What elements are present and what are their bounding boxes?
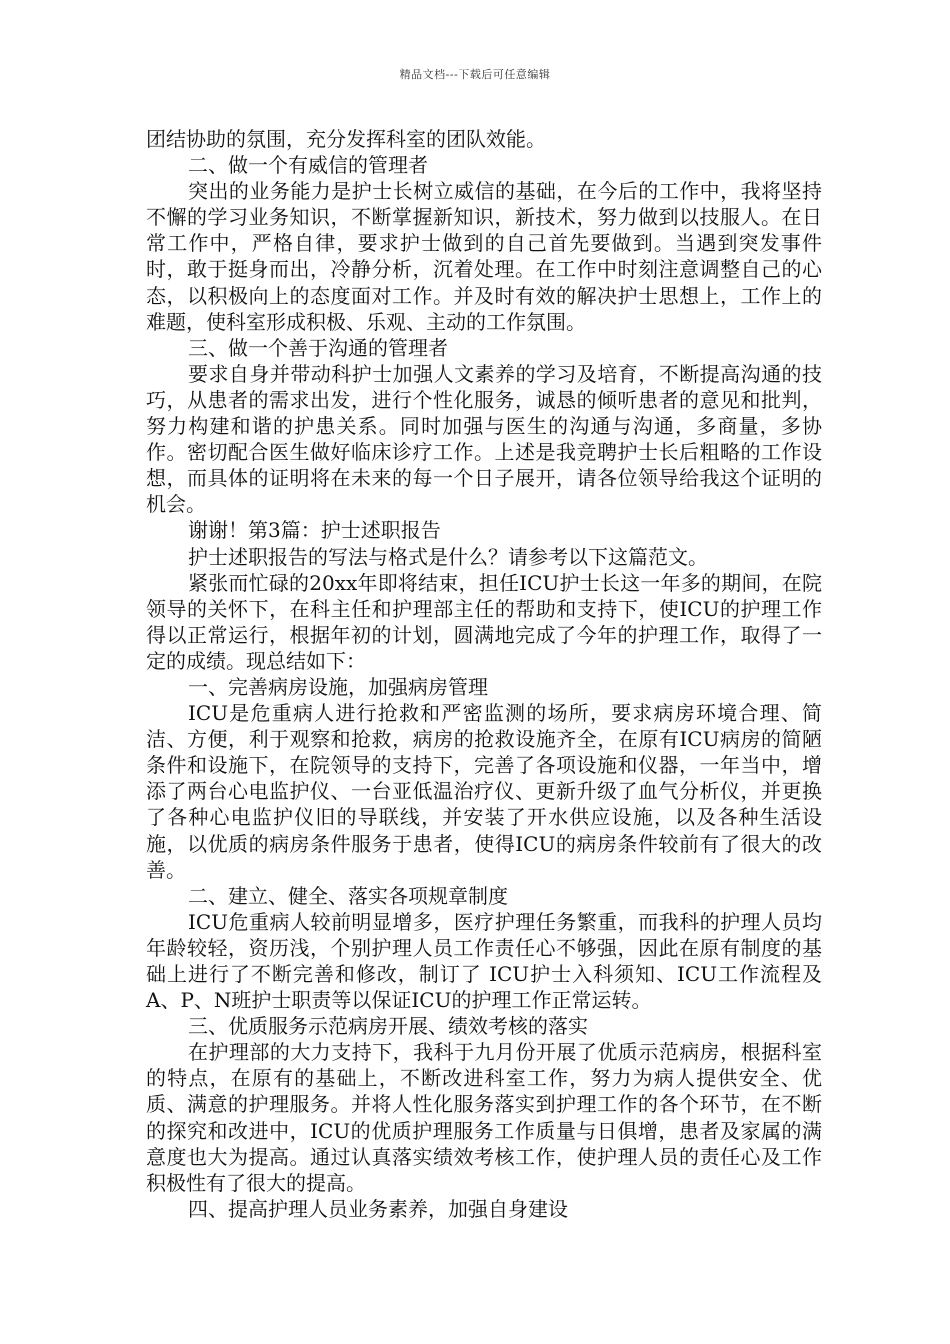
paragraph: 团结协助的氛围，充分发挥科室的团队效能。 <box>146 127 546 151</box>
paragraph: 护士述职报告的写法与格式是什么？请参考以下这篇范文。 <box>188 544 708 569</box>
section-heading: 三、做一个善于沟通的管理者 <box>188 335 448 360</box>
paragraph: 突出的业务能力是护士长树立威信的基础，在今后的工作中，我将坚持不懈的学习业务知识，不断掌握新知识，新技术，努力做到以技服人。在日常工作中，严格自律，要求护士做到的自己首先要做到。当遇到突发事件时，敢于挺身而出，冷静分析，沉着处理。在工作中时刻注意调整自己的心态，以积极向上的态度面对工作。并及时有效的解决护士思想上，工作上的难题，使科室形成积极、乐观、主动的工作氛围。 <box>146 179 822 334</box>
paragraph: 紧张而忙碌的20xx年即将结束，担任ICU护士长这一年多的期间，在院领导的关怀下，在科主任和护理部主任的帮助和支持下，使ICU的护理工作得以正常运行，根据年初的计划，圆满地完成了今年的护理工作，取得了一定的成绩。现总结如下： <box>146 570 822 673</box>
section-heading: 一、完善病房设施，加强病房管理 <box>188 674 488 699</box>
section-heading: 二、建立、健全、落实各项规章制度 <box>188 883 508 908</box>
page-header: 精品文档---下载后可任意编辑 <box>399 68 551 81</box>
section-heading: 二、做一个有威信的管理者 <box>188 153 428 178</box>
section-heading: 三、优质服务示范病房开展、绩效考核的落实 <box>188 1014 588 1039</box>
paragraph: ICU危重病人较前明显增多，医疗护理任务繁重，而我科的护理人员均年龄较轻，资历浅，个别护理人员工作责任心不够强，因此在原有制度的基础上进行了不断完善和修改，制订了 ICU护士入科须知、ICU工作流程及A、P、N班护士职责等以保证ICU的护理工作正常运转。 <box>146 909 822 1013</box>
paragraph: 谢谢！第3篇：护士述职报告 <box>188 518 441 543</box>
paragraph: ICU是危重病人进行抢救和严密监测的场所，要求病房环境合理、简洁、方便，利于观察和抢救，病房的抢救设施齐全，在原有ICU病房的简陋条件和设施下，在院领导的支持下，完善了各项设施和仪器，一年当中，增添了两台心电监护仪、一台亚低温治疗仪、更新升级了血气分析仪，并更换了各种心电监护仪旧的导联线，并安装了开水供应设施，以及各种生活设施，以优质的病房条件服务于患者，使得ICU的病房条件较前有了很大的改善。 <box>146 701 822 882</box>
document-body <box>146 126 822 1222</box>
paragraph: 在护理部的大力支持下，我科于九月份开展了优质示范病房，根据科室的特点，在原有的基础上，不断改进科室工作，努力为病人提供安全、优质、满意的护理服务。并将人性化服务落实到护理工作的各个环节，在不断的探究和改进中，ICU的优质护理服务工作质量与日俱增，患者及家属的满意度也大为提高。通过认真落实绩效考核工作，使护理人员的责任心及工作积极性有了很大的提高。 <box>146 1040 822 1195</box>
paragraph: 要求自身并带动科护士加强人文素养的学习及培育，不断提高沟通的技巧，从患者的需求出发，进行个性化服务，诚恳的倾听患者的意见和批判，努力构建和谐的护患关系。同时加强与医生的沟通与沟通，多商量，多协作。密切配合医生做好临床诊疗工作。上述是我竞聘护士长后粗略的工作设想，而具体的证明将在未来的每一个日子展开，请各位领导给我这个证明的机会。 <box>146 361 822 517</box>
section-heading: 四、提高护理人员业务素养，加强自身建设 <box>188 1196 568 1221</box>
